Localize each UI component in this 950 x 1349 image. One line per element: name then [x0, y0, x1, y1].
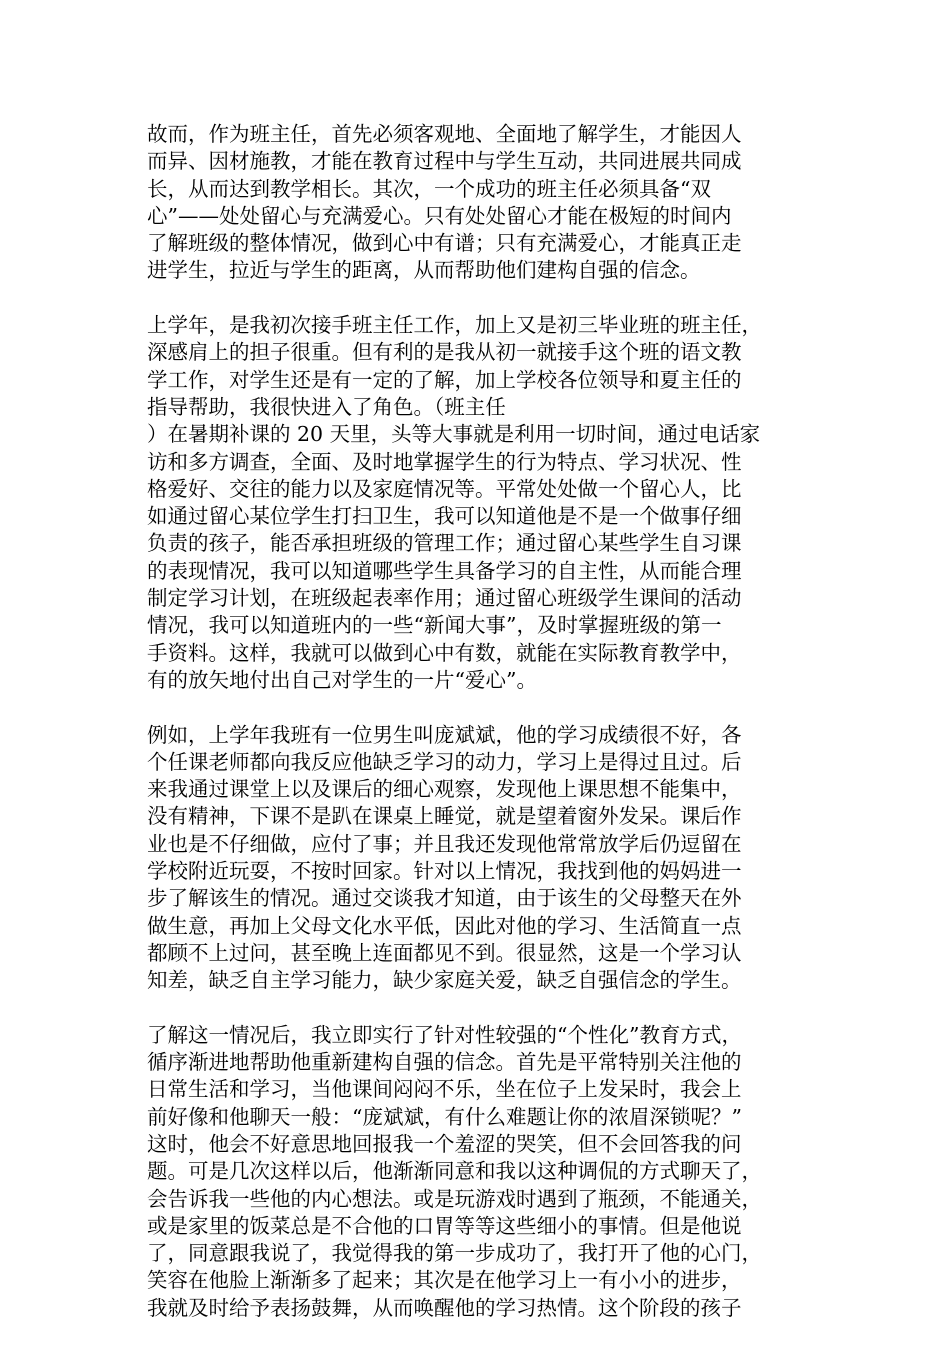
text-line: 如通过留心某位学生打扫卫生，我可以知道他是不是一个做事仔细	[147, 504, 742, 529]
text-line: 制定学习计划，在班级起表率作用；通过留心班级学生课间的活动	[147, 586, 742, 611]
text-line: 没有精神，下课不是趴在课桌上睡觉，就是望着窗外发呆。课后作	[147, 804, 742, 829]
text-line: 的表现情况，我可以知道哪些学生具备学习的自主性，从而能合理	[147, 558, 742, 583]
text-line: 或是家里的饭菜总是不合他的口胃等等这些细小的事情。但是他说	[147, 1213, 742, 1238]
text-line: 前好像和他聊天一般：“庞斌斌，有什么难题让你的浓眉深锁呢？”	[147, 1104, 742, 1129]
text-line: 有的放矢地付出自己对学生的一片“爱心”。	[147, 667, 537, 692]
text-line: 了，同意跟我说了，我觉得我的第一步成功了，我打开了他的心门，	[147, 1241, 762, 1266]
text-line: 长，从而达到教学相长。其次，一个成功的班主任必须具备“双	[147, 176, 711, 201]
text-line: 个任课老师都向我反应他缺乏学习的动力，学习上是得过且过。后	[147, 749, 742, 774]
text-line: 例如，上学年我班有一位男生叫庞斌斌，他的学习成绩很不好，各	[147, 722, 742, 747]
text-line: 来我通过课堂上以及课后的细心观察，发现他上课思想不能集中，	[147, 777, 742, 802]
text-line: 故而，作为班主任，首先必须客观地、全面地了解学生，才能因人	[147, 122, 742, 146]
text-line: 而异、因材施教，才能在教育过程中与学生互动，共同进展共同成	[147, 149, 742, 174]
text-line: 负责的孩子，能否承担班级的管理工作；通过留心某些学生自习课	[147, 531, 742, 556]
text-line: 学校附近玩耍，不按时回家。针对以上情况，我找到他的妈妈进一	[147, 859, 742, 884]
text-line: 深感肩上的担子很重。但有利的是我从初一就接手这个班的语文教	[147, 340, 742, 365]
text-line: 我就及时给予表扬鼓舞，从而唤醒他的学习热情。这个阶段的孩子	[147, 1295, 742, 1320]
text-line: 上学年，是我初次接手班主任工作，加上又是初三毕业班的班主任，	[147, 313, 762, 338]
paragraph	[147, 312, 807, 694]
text-line: 题。可是几次这样以后，他渐渐同意和我以这种调侃的方式聊天了，	[147, 1159, 762, 1184]
text-line: 这时，他会不好意思地回报我一个羞涩的哭笑，但不会回答我的问	[147, 1131, 742, 1156]
text-line: ）在暑期补课的 20 天里，头等大事就是利用一切时间，通过电话家	[147, 422, 761, 447]
text-line: 进学生，拉近与学生的距离，从而帮助他们建构自强的信念。	[147, 258, 701, 283]
document-body	[147, 121, 807, 1349]
text-line: 循序渐进地帮助他重新建构自强的信念。首先是平常特别关注他的	[147, 1050, 742, 1075]
text-line: 指导帮助，我很快进入了角色。（班主任	[147, 394, 506, 419]
text-line: 日常生活和学习，当他课间闷闷不乐，坐在位子上发呆时，我会上	[147, 1077, 742, 1102]
text-line: 手资料。这样，我就可以做到心中有数，就能在实际教育教学中，	[147, 640, 742, 665]
text-line: 心”——处处留心与充满爱心。只有处处留心才能在极短的时间内	[147, 203, 732, 228]
text-line: 情况，我可以知道班内的一些“新闻大事”，及时掌握班级的第一	[147, 613, 722, 638]
text-line: 格爱好、交往的能力以及家庭情况等。平常处处做一个留心人，比	[147, 476, 742, 501]
text-line: 知差，缺乏自主学习能力，缺少家庭关爱，缺乏自强信念的学生。	[147, 968, 742, 993]
text-line: 业也是不仔细做，应付了事；并且我还发现他常常放学后仍逗留在	[147, 831, 742, 856]
text-line: 访和多方调查，全面、及时地掌握学生的行为特点、学习状况、性	[147, 449, 742, 474]
text-line: 了解班级的整体情况，做到心中有谱；只有充满爱心，才能真正走	[147, 231, 742, 256]
text-line: 了解这一情况后，我立即实行了针对性较强的“个性化”教育方式，	[147, 1022, 742, 1047]
paragraph	[147, 1022, 807, 1322]
text-line: 会告诉我一些他的内心想法。或是玩游戏时遇到了瓶颈，不能通关，	[147, 1186, 762, 1211]
text-line: 笑容在他脸上渐渐多了起来；其次是在他学习上一有小小的进步，	[147, 1268, 742, 1293]
text-line: 学工作，对学生还是有一定的了解，加上学校各位领导和夏主任的	[147, 367, 742, 392]
paragraph	[147, 722, 807, 995]
text-line: 步了解该生的情况。通过交谈我才知道，由于该生的父母整天在外	[147, 886, 742, 911]
paragraph	[147, 121, 807, 285]
text-line: 都顾不上过问，甚至晚上连面都见不到。很显然，这是一个学习认	[147, 940, 742, 965]
text-line: 做生意，再加上父母文化水平低，因此对他的学习、生活简直一点	[147, 913, 742, 938]
